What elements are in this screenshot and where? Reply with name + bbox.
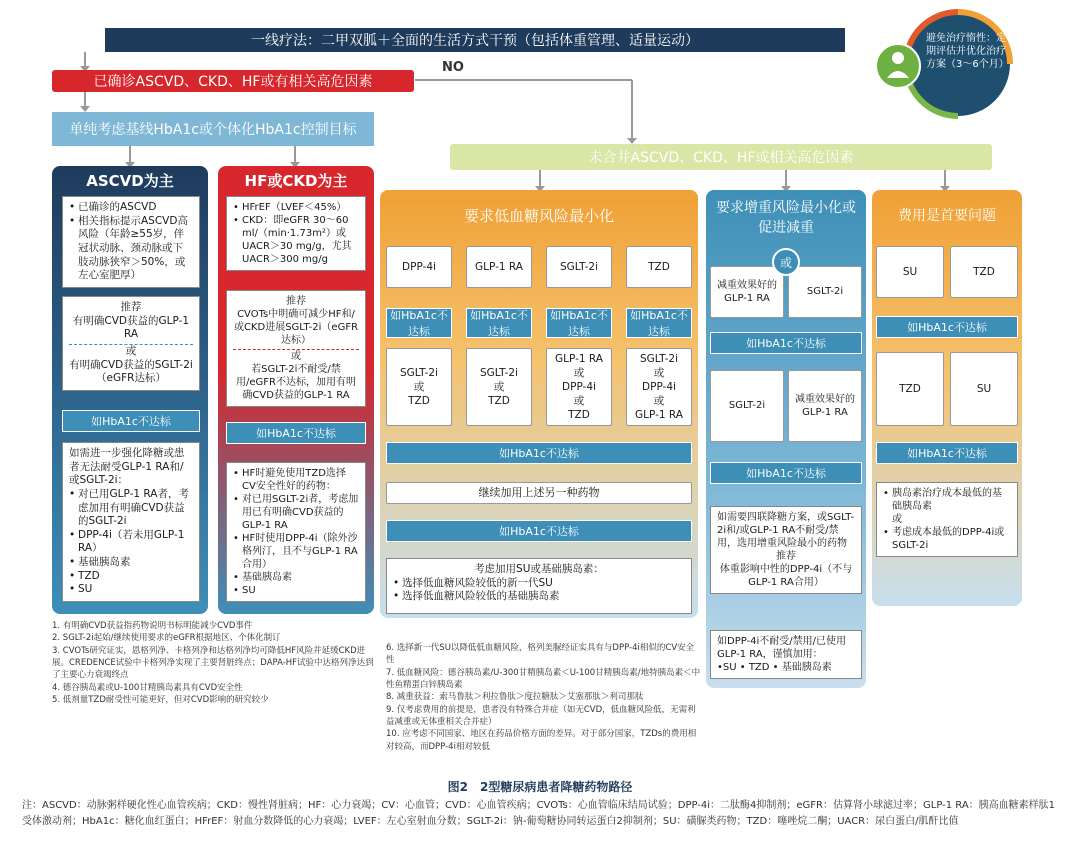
weight-second-2: 减重效果好的GLP-1 RA — [788, 370, 862, 442]
hf-criteria-box — [226, 196, 366, 271]
cost-hba1c: 如HbA1c不达标 — [876, 316, 1018, 338]
ascvd-column — [52, 166, 208, 614]
hf-intensify-box — [226, 462, 366, 602]
hypo-hba1c-1: 如HbA1c不达标 — [386, 308, 452, 338]
ascvd-criteria-1: • 已确诊的ASCVD — [69, 201, 193, 215]
hypo-hba1c2: 如HbA1c不达标 — [386, 442, 692, 464]
first-line-therapy-bar — [105, 28, 845, 52]
weight-second-1: SGLT-2i — [710, 370, 784, 442]
weight-drug-1: 减重效果好的GLP-1 RA — [710, 266, 784, 318]
ascvd-rec-1: 有明确CVD获益的GLP-1 RA — [72, 314, 190, 341]
hf-criteria-2: • CKD：即eGFR 30～60 ml/（min·1.73m²）或UACR＞30 mg/g，尤其UACR＞300 mg/g — [233, 214, 359, 266]
hypo-final-box — [386, 558, 692, 614]
hypo-first-drugs — [386, 246, 692, 288]
hf-intensify-5: • SU — [233, 584, 359, 597]
hypo-second-drugs — [386, 348, 692, 426]
hf-rec-2: 若SGLT-2i不耐受/禁用/eGFR不达标，加用有明确CVD获益的GLP-1 RA — [236, 364, 356, 401]
ascvd-intensify-box — [62, 442, 200, 602]
first-line-text: 一线疗法：二甲双胍＋全面的生活方式干预（包括体重管理、适量运动） — [251, 33, 699, 49]
ascvd-intensify-1: • 对已用GLP-1 RA者，考虑加用有明确CVD获益的SGLT-2i — [69, 488, 193, 529]
diagnosed-bar — [52, 70, 414, 92]
hf-intensify-3: • HF时使用DPP-4i（除外沙格列汀，且不与GLP-1 RA合用） — [233, 532, 359, 571]
ascvd-title: ASCVD为主 — [86, 171, 174, 190]
hba1c-target-bar — [52, 112, 374, 146]
footnote-5: 5. 低剂量TZD耐受性可能更好，但对CVD影响的研究较少 — [52, 694, 269, 705]
hf-rec-1: CVOTs中明确可减少HF和/或CKD进展SGLT-2i（eGFR达标） — [233, 309, 359, 346]
hf-title: HF或CKD为主 — [244, 171, 348, 190]
cost-box-2: • 考虑成本最低的DPP-4i或SGLT-2i — [883, 526, 1011, 552]
ascvd-criteria-box — [62, 196, 200, 288]
hypo-title: 要求低血糖风险最小化 — [463, 206, 614, 225]
hf-recommend-box — [226, 290, 366, 407]
footnote-10: 10. 应考虑不同国家、地区在药品价格方面的差异。对于部分国家，TZDs的费用相对较高，而DPP-4i相对较低 — [386, 729, 697, 752]
weight-hba1c: 如HbA1c不达标 — [710, 332, 862, 354]
footnote-1: 1. 有明确CVD获益指药物说明书标明能减少CVD事件 — [52, 621, 253, 631]
weight-drug-2: SGLT-2i — [788, 266, 862, 318]
hypo-hba1c-row — [386, 308, 692, 338]
footnotes-right — [386, 642, 702, 753]
hf-rec-or: 或 — [233, 349, 359, 363]
hypo-second-2: SGLT-2i 或 TZD — [466, 348, 532, 426]
weight-four-text: 如需要四联降糖方案，或SGLT-2i和/或GLP-1 RA不耐受/禁用，选用增重风险最小的药物 — [717, 512, 855, 549]
weight-hba1c2: 如HbA1c不达标 — [710, 462, 862, 484]
hf-ckd-column — [218, 166, 374, 614]
weight-title: 要求增重风险最小化或促进减重 — [716, 200, 856, 236]
hypo-second-3: GLP-1 RA 或 DPP-4i 或 TZD — [546, 348, 612, 426]
no-ascvd-text: 未合并ASCVD、CKD、HF或相关高危因素 — [588, 150, 854, 166]
cost-box — [876, 482, 1018, 557]
ascvd-rec-or: 或 — [69, 344, 193, 359]
hypo-final-2: • 选择低血糖风险较低的基础胰岛素 — [393, 590, 685, 604]
ascvd-hba1c-tag: 如HbA1c不达标 — [62, 410, 200, 432]
cost-box-1: • 胰岛素治疗成本最低的基础胰岛素 — [883, 487, 1011, 513]
hypo-drug-4: TZD — [626, 246, 692, 288]
cost-box-or: 或 — [892, 514, 902, 525]
weight-caution-intro: 如DPP-4i不耐受/禁用/已使用GLP-1 RA，谨慎加用： — [717, 636, 847, 660]
ascvd-intensify-2: • DPP-4i（若未用GLP-1 RA） — [69, 529, 193, 556]
hypo-drug-2: GLP-1 RA — [466, 246, 532, 288]
hypo-hba1c-4: 如HbA1c不达标 — [626, 308, 692, 338]
hba1c-target-text: 单纯考虑基线HbA1c或个体化HbA1c控制目标 — [69, 122, 357, 138]
footnote-3: 3. CVOTs研究证实，恩格列净、卡格列净和达格列净均可降低HF风险并延缓CKD进展。CREDENCE试验中卡格列净实现了主要肾脏终点；DAPA-HF试验中达格列净达到了主要心力衰竭终点 — [52, 645, 374, 681]
cost-second-1: TZD — [876, 352, 944, 426]
hypo-continue: 继续加用上述另一种药物 — [386, 482, 692, 504]
footnote-2: 2. SGLT-2i起始/继续使用要求的eGFR根据地区、个体化制订 — [52, 633, 281, 644]
weight-column — [706, 190, 866, 688]
footnote-9: 9. 仅考虑费用的前提是，患者没有特殊合并症（如无CVD，低血糖风险低，无需利益减重或无体重相关合并症） — [386, 704, 696, 727]
hypo-column — [380, 190, 698, 618]
footnote-7: 7. 低血糖风险：德谷胰岛素/U-300甘精胰岛素＜U-100甘精胰岛素/地特胰岛素＜中性鱼精蛋白锌胰岛素 — [386, 667, 701, 690]
abbreviation-note: 注：ASCVD：动脉粥样硬化性心血管疾病；CKD：慢性肾脏病；HF：心力衰竭；CV：心血管；CVD：心血管疾病；CVOTs：心血管临床结局试验；DPP-4i：二肽酶4抑制剂；eGFR：估算肾小球滤过率；GLP-1 RA：胰高血糖素样肽1受体激动剂；HbA1c：糖化血红蛋白；HFrEF：射血分数降低的心力衰竭；LVEF：左心室射血分数；SGLT-2i：钠-葡萄糖协同转运蛋白2抑制剂；SU：磺脲类药物；TZD：噻唑烷二酮；UACR：尿白蛋白/肌酐比值 — [22, 800, 1056, 827]
cost-drug-1: SU — [876, 246, 944, 298]
ascvd-criteria-2: • 相关指标提示ASCVD高风险（年龄≥55岁，伴冠状动脉、颈动脉或下肢动脉狭窄＞50%，或左心室肥厚） — [69, 215, 193, 283]
cost-drug-2: TZD — [950, 246, 1018, 298]
footnote-6: 6. 选择新一代SU以降低低血糖风险，格列美脲经证实具有与DPP-4i相似的CV安全性 — [386, 643, 695, 666]
weight-or-badge: 或 — [772, 248, 800, 276]
figure-caption: 图2 2型糖尿病患者降糖药物路径 — [447, 780, 633, 794]
ascvd-rec-2: 有明确CVD获益的SGLT-2i（eGFR达标） — [69, 358, 193, 385]
weight-rec-text: 体重影响中性的DPP-4i（不与GLP-1 RA合用） — [719, 564, 853, 588]
hypo-hba1c-3: 如HbA1c不达标 — [546, 308, 612, 338]
ascvd-intensify-4: • TZD — [69, 570, 193, 584]
no-label: NO — [442, 60, 464, 75]
cost-second-2: SU — [950, 352, 1018, 426]
diagnosed-text: 已确诊ASCVD、CKD、HF或有相关高危因素 — [93, 74, 373, 90]
ascvd-intensify-5: • SU — [69, 583, 193, 597]
hf-intensify-1: • HF时避免使用TZD选择CV安全性好的药物： — [233, 467, 359, 493]
hf-criteria-1: • HFrEF（LVEF＜45%） — [233, 201, 359, 214]
hypo-drug-1: DPP-4i — [386, 246, 452, 288]
cost-title: 费用是首要问题 — [898, 208, 996, 224]
cycle-badge-text: 避免治疗惰性：定期评估并优化治疗方案（3～6个月） — [926, 33, 1009, 70]
cost-hba1c2: 如HbA1c不达标 — [876, 442, 1018, 464]
hypo-final-title: 考虑加用SU或基础胰岛素： — [474, 563, 604, 575]
hypo-hba1c3: 如HbA1c不达标 — [386, 520, 692, 542]
footnote-8: 8. 减重获益：索马鲁肽＞利拉鲁肽＞度拉糖肽＞艾塞那肽＞利司那肽 — [386, 692, 644, 703]
ascvd-intensify-3: • 基础胰岛素 — [69, 556, 193, 570]
weight-rec: 推荐 — [776, 551, 796, 562]
hf-intensify-4: • 基础胰岛素 — [233, 571, 359, 584]
hypo-drug-3: SGLT-2i — [546, 246, 612, 288]
footnotes-left — [52, 620, 378, 706]
hypo-second-1: SGLT-2i 或 TZD — [386, 348, 452, 426]
cost-column — [872, 190, 1022, 606]
hf-rec-title: 推荐 — [286, 296, 306, 307]
hypo-final-1: • 选择低血糖风险较低的新一代SU — [393, 577, 685, 591]
footnote-4: 4. 德谷胰岛素或U-100甘精胰岛素具有CVD安全性 — [52, 682, 243, 693]
weight-four-box — [710, 506, 862, 594]
ascvd-intensify-intro: 如需进一步强化降糖或患者无法耐受GLP-1 RA和/或SGLT-2i： — [69, 447, 185, 487]
hypo-hba1c-2: 如HbA1c不达标 — [466, 308, 532, 338]
hf-hba1c-tag: 如HbA1c不达标 — [226, 422, 366, 444]
no-ascvd-bar — [450, 144, 992, 170]
ascvd-rec-title: 推荐 — [120, 301, 142, 313]
hypo-second-4: SGLT-2i 或 DPP-4i 或 GLP-1 RA — [626, 348, 692, 426]
weight-caution-box — [710, 630, 862, 679]
weight-caution-drugs: •SU • TZD • 基础胰岛素 — [717, 662, 832, 673]
ascvd-recommend-box — [62, 296, 200, 391]
hf-intensify-2: • 对已用SGLT-2i者，考虑加用已有明确CVD获益的GLP-1 RA — [233, 493, 359, 532]
